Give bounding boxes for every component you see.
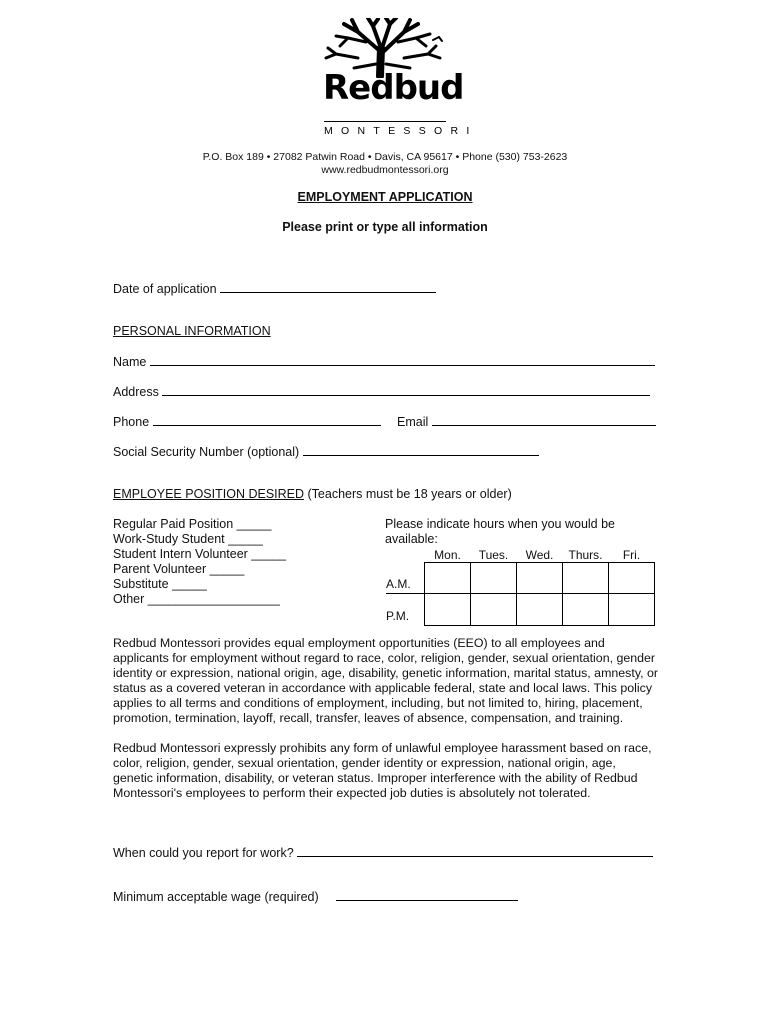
date-label: Date of application xyxy=(113,282,217,296)
address-field[interactable] xyxy=(162,383,650,396)
availability-table xyxy=(386,546,655,626)
personal-info-heading: PERSONAL INFORMATION xyxy=(113,324,271,338)
eeo-text: Redbud Montessori provides equal employment opportunities (EEO) to all employees and applicants for employment without regard to race, color, religion, gender, sexual orientation, gender identity or expression, national origin, age, disability, genetic information, marital status, amnesty, or status as a covered veteran in accordance with applicable federal, state and local laws. This policy applies to all terms and conditions of employment, including, but not limited to, hiring, placement, promotion, termination, layoff, recall, transfer, leaves of absence, compensation, and training. xyxy=(113,636,658,725)
pm-wed-cell[interactable] xyxy=(517,594,563,626)
website: www.redbudmontessori.org xyxy=(321,164,449,176)
pm-label: P.M. xyxy=(386,609,410,623)
form-title: EMPLOYMENT APPLICATION xyxy=(297,190,473,204)
position-option-regular[interactable]: Regular Paid Position _____ xyxy=(113,517,272,531)
day-header-tues: Tues. xyxy=(471,546,517,562)
logo-subtitle: MONTESSORI xyxy=(324,125,478,137)
day-header-wed: Wed. xyxy=(517,546,563,562)
form-instruction: Please print or type all information xyxy=(282,220,488,234)
address-row xyxy=(113,383,650,399)
pm-mon-cell[interactable] xyxy=(425,594,471,626)
report-label: When could you report for work? xyxy=(113,846,294,860)
pm-tues-cell[interactable] xyxy=(471,594,517,626)
ssn-field[interactable] xyxy=(303,443,539,456)
position-option-work-study[interactable]: Work-Study Student _____ xyxy=(113,532,263,546)
am-thurs-cell[interactable] xyxy=(563,562,609,594)
wage-label: Minimum acceptable wage (required) xyxy=(113,890,319,904)
name-field[interactable] xyxy=(150,353,655,366)
position-option-parent[interactable]: Parent Volunteer _____ xyxy=(113,562,245,576)
day-header-fri: Fri. xyxy=(609,546,655,562)
day-header-thurs: Thurs. xyxy=(563,546,609,562)
harassment-paragraph xyxy=(113,741,658,801)
address-line: P.O. Box 189 • 27082 Patwin Road • Davis, CA 95617 • Phone (530) 753-2623 xyxy=(202,151,568,163)
wage-field[interactable] xyxy=(336,888,518,901)
am-tues-cell[interactable] xyxy=(471,562,517,594)
am-label: A.M. xyxy=(386,562,425,594)
position-options xyxy=(113,517,286,607)
ssn-row xyxy=(113,443,539,459)
eeo-paragraph xyxy=(113,636,658,726)
logo-divider xyxy=(324,121,446,122)
position-note: (Teachers must be 18 years or older) xyxy=(307,487,512,501)
logo-wordmark: Redbud xyxy=(323,68,464,108)
email-field[interactable] xyxy=(432,413,656,426)
hours-prompt-line2: available: xyxy=(385,532,438,546)
harassment-text: Redbud Montessori expressly prohibits any form of unlawful employee harassment based on race, color, religion, gender, sexual orientation, gender identity or expression, national origin, age, genetic information, disability, or veteran status. Improper interference with the ability of Redbud Montessori's employees to perform their expected job duties is absolutely not tolerated. xyxy=(113,741,652,800)
am-fri-cell[interactable] xyxy=(609,562,655,594)
report-date-field[interactable] xyxy=(297,844,653,857)
position-option-substitute[interactable]: Substitute _____ xyxy=(113,577,207,591)
phone-field[interactable] xyxy=(153,413,381,426)
position-option-intern[interactable]: Student Intern Volunteer _____ xyxy=(113,547,287,561)
email-row xyxy=(397,413,656,429)
am-mon-cell[interactable] xyxy=(425,562,471,594)
hours-prompt-line1: Please indicate hours when you would be xyxy=(385,517,616,531)
email-label: Email xyxy=(397,415,429,429)
report-row xyxy=(113,844,653,860)
pm-fri-cell[interactable] xyxy=(609,594,655,626)
phone-label: Phone xyxy=(113,415,150,429)
name-label: Name xyxy=(113,355,147,369)
am-wed-cell[interactable] xyxy=(517,562,563,594)
pm-thurs-cell[interactable] xyxy=(563,594,609,626)
phone-row xyxy=(113,413,381,429)
position-heading-row xyxy=(113,487,512,501)
position-heading: EMPLOYEE POSITION DESIRED xyxy=(113,487,305,501)
date-field[interactable] xyxy=(220,280,436,293)
day-header-mon: Mon. xyxy=(425,546,471,562)
wage-row xyxy=(113,888,518,904)
position-option-other[interactable]: Other ___________________ xyxy=(113,592,280,606)
ssn-label: Social Security Number (optional) xyxy=(113,445,300,459)
name-row xyxy=(113,353,655,369)
date-of-application-row xyxy=(113,280,436,296)
hours-prompt xyxy=(385,517,615,547)
address-label: Address xyxy=(113,385,159,399)
